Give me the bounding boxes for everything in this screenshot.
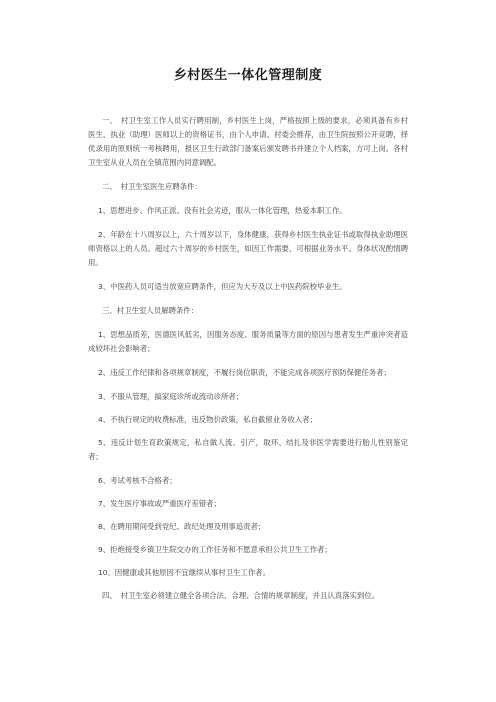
- paragraph-section-3-heading: 三、村卫生室人员解聘条件：: [102, 306, 199, 315]
- paragraph-dismissal-9: 9、拒绝接受乡镇卫生院交办的工作任务和不愿意承担公共卫生工作者；: [98, 545, 332, 554]
- paragraph-dismissal-8: 8、在聘用期间受到党纪、政纪处理及刑事追责者；: [98, 522, 266, 531]
- paragraph-dismissal-1: 1、思想品质差，医德医风低劣，因服务态度、服务质量等方面的原因与患者发生严重冲突者造成较坏社会影响者；: [88, 330, 408, 353]
- document-title: 乡村医生一体化管理制度: [173, 68, 323, 83]
- paragraph-condition-3: 3、中医药人员可适当放宽应聘条件，但应为大专及以上中医药院校毕业生。: [98, 282, 347, 291]
- paragraph-dismissal-4: 4、不执行规定的收费标准，违反物价政策，私自截留业务收入者；: [98, 415, 318, 424]
- paragraph-dismissal-7: 7、发生医疗事故或严重医疗差错者；: [98, 499, 221, 508]
- paragraph-section-1: 一、 村卫生室工作人员实行聘用制，乡村医生上岗，严格按照上级的要求，必须具备有乡村医生、执业（助理）医师以上的资格证书，由个人申请、村委会推荐，由卫生院按照公开竞聘，择优录用的原则统一考核聘用，报区卫生行政部门备案后颁发聘书并建立个人档案，方可上岗。各村卫生室从业人员在全镇范围内同意调配。: [88, 116, 408, 167]
- paragraph-dismissal-3: 3、不服从管理，搞家庭诊所或流动诊所者；: [98, 392, 244, 401]
- paragraph-section-4: 四、 村卫生室必须建立健全各项合法、合理、合情的规章制度，并且认真落实到位。: [102, 591, 380, 600]
- paragraph-dismissal-10: 10、因健康或其他原因不宜继续从事村卫生工作者。: [98, 568, 271, 577]
- paragraph-section-2-heading: 二、 村卫生室医生应聘条件：: [102, 182, 202, 191]
- paragraph-condition-2: 2、年龄在十八周岁以上，六十周岁以下，身体健康，获得乡村医生执业证书或取得执业助理医师资格以上的人员。超过六十周岁的乡村医生，如因工作需要，可根据业务水平、身体状况酌情聘用。: [88, 230, 408, 267]
- document-body: [88, 114, 408, 613]
- paragraph-dismissal-5: 5、违反计划生育政策规定，私自做人流、引产，取环、结扎及非医学需要进行胎儿性别鉴定者；: [88, 438, 408, 461]
- paragraph-dismissal-2: 2、违反工作纪律和各项规章制度，不履行岗位职责，不能完成各项医疗预防保健任务者；: [98, 368, 391, 377]
- paragraph-dismissal-6: 6、考试考核不合格者；: [98, 476, 177, 485]
- paragraph-condition-1: 1、思想进步、作风正派、没有社会劣迹，服从一体化管理，热爱本职工作。: [98, 206, 347, 215]
